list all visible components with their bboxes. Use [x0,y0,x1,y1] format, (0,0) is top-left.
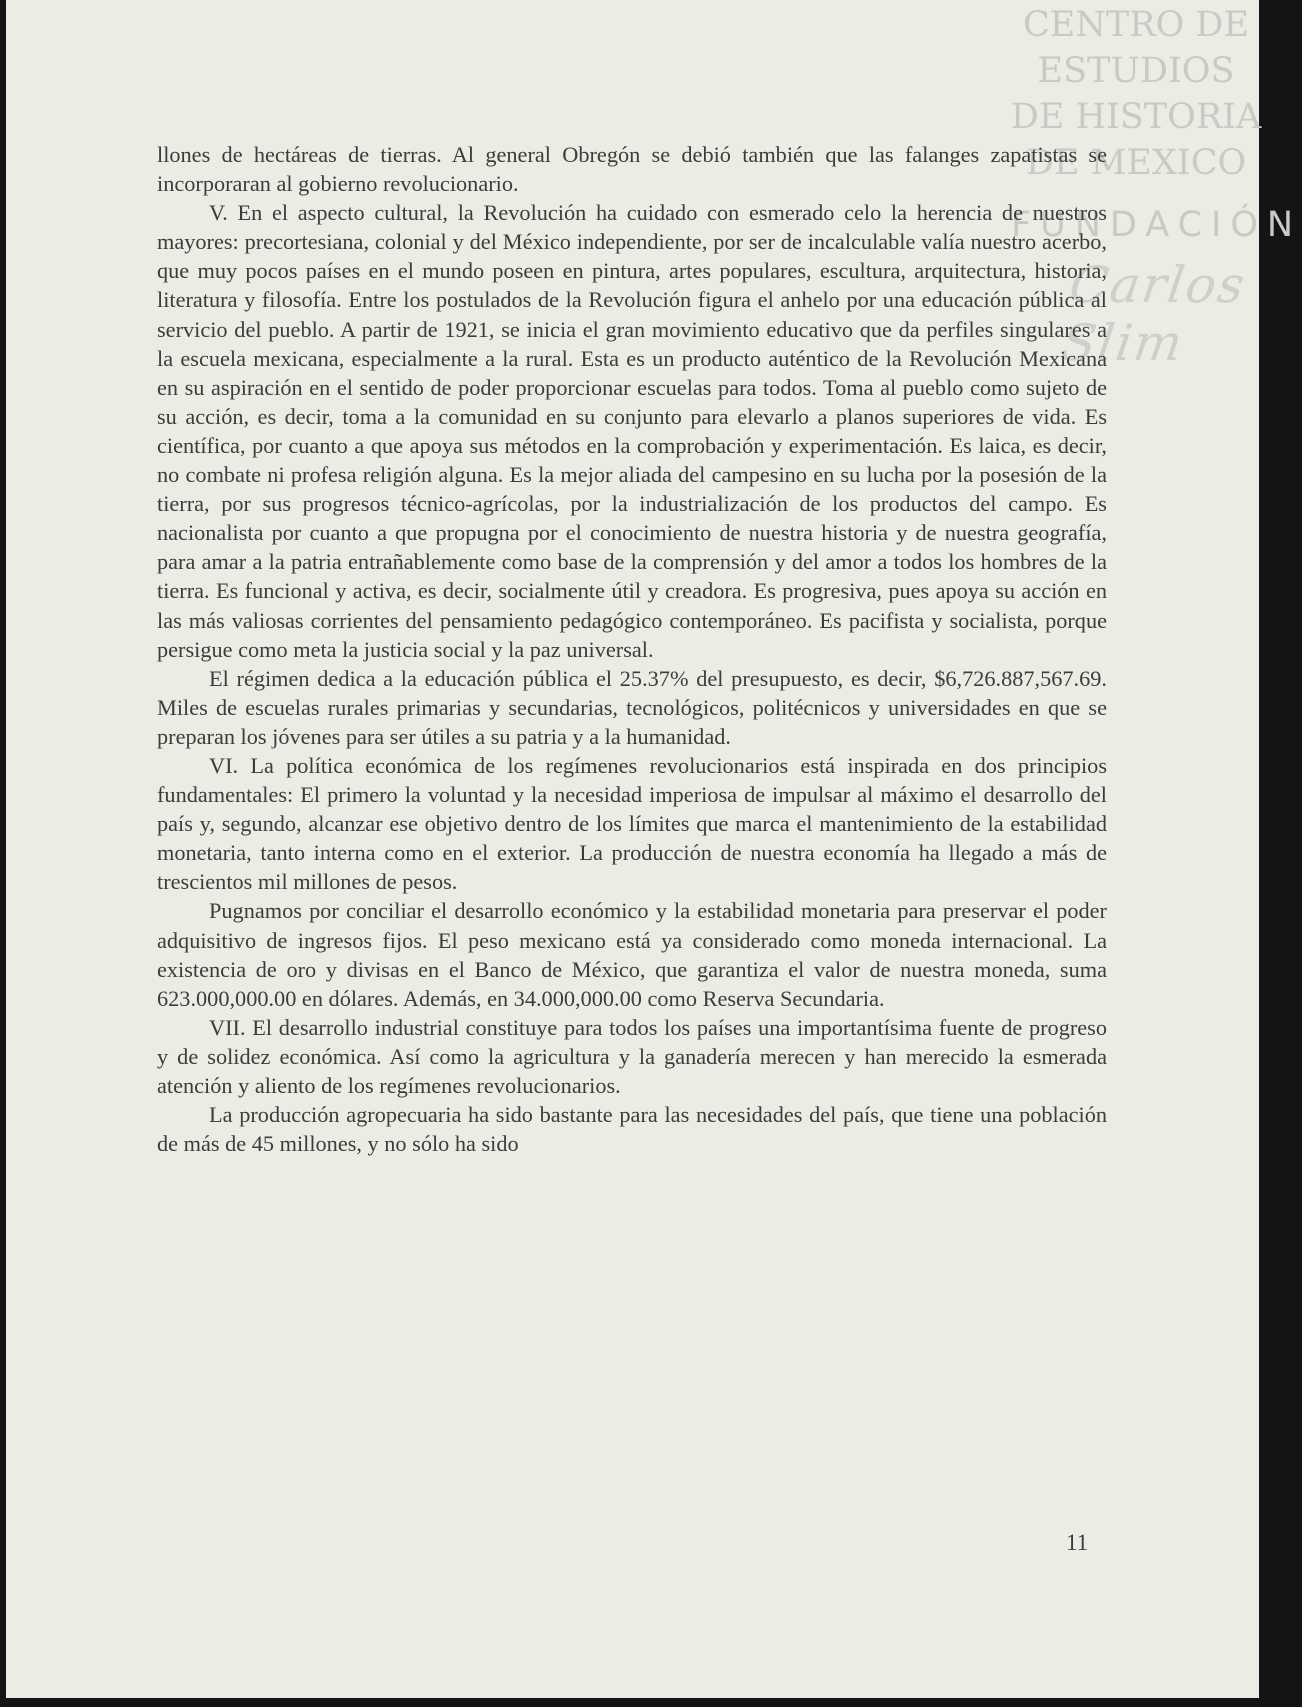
watermark-line: ESTUDIOS [1037,51,1235,91]
watermark-signature: Carlos Slim [1057,256,1250,372]
paragraph: La producción agropecuaria ha sido bastante para las necesidades del país, que tiene una población de más de 45 millones, y no sólo ha sido [157,1102,1107,1157]
paragraph: llones de hectáreas de tierras. Al general Obregón se debió también que las falanges zapatistas se incorporaran al gobierno revolucionario. [157,142,1107,197]
watermark-line: DE HISTORIA [1010,97,1262,137]
page-number: 11 [1066,1530,1089,1555]
watermark-line: DE MEXICO [1025,143,1247,183]
paragraph: V. En el aspecto cultural, la Revolución ha cuidado con esmerado celo la herencia de nuestros mayores: precortesiana, colonial y del México independiente, por ser de incalculable valía nuestro acerbo, que muy pocos países en el mundo poseen en pintura, artes populares, escultura, arquitectura, historia, literatura y filosofía. Entre los postulados de la Revolución figura el anhelo por una educación pública al servicio del pueblo. A partir de 1921, se inicia el gran movimiento educativo que da perfiles singulares a la escuela mexicana, especialmente a la rural. Esta es un producto auténtico de la Revolución Mexicana en su aspiración en el sentido de poder proporcionar escuelas para todos. Toma al pueblo como sujeto de su acción, es decir, toma a la comunidad en su conjunto para elevarlo a planos superiores de vida. Es científica, por cuanto a que apoya sus métodos en la comprobación y experimentación. Es laica, es decir, no combate ni profesa religión alguna. Es la mejor aliada del campesino en su lucha por la posesión de la tierra, por sus progresos técnico-agrícolas, por la industrialización de los productos del campo. Es nacionalista por cuanto a que propugna por el conocimiento de nuestra historia y de nuestra geografía, para amar a la patria entrañablemente como base de la comprensión y del amor a todos los hombres de la tierra. Es funcional y activa, es decir, socialmente útil y creadora. Es progresiva, pues apoya su acción en las más valiosas corrientes del pensamiento pedagógico contemporáneo. Es pacifista y socialista, porque persigue como meta la justicia social y la paz universal. [157,200,1107,662]
paragraph: VI. La política económica de los regímenes revolucionarios está inspirada en dos principios fundamentales: El primero la voluntad y la necesidad imperiosa de impulsar al máximo el desarrollo del país y, segundo, alcanzar ese objetivo dentro de los límites que marca el mantenimiento de la estabilidad monetaria, tanto interna como en el exterior. La producción de nuestra economía ha llegado a más de trescientos mil millones de pesos. [157,752,1107,895]
document-page [6,0,1302,1698]
watermark-foundation: FUNDACIÓN [1011,205,1302,245]
paragraph: VII. El desarrollo industrial constituye para todos los países una importantísima fuente de progreso y de solidez económica. Así como la agricultura y la ganadería merecen y han merecido la esmerada atención y aliento de los regímenes revolucionarios. [157,1014,1107,1098]
paragraph: El régimen dedica a la educación pública el 25.37% del presupuesto, es decir, $6,726.887,567.69. Miles de escuelas rurales primarias y secundarias, tecnológicos, politécnicos y universidades en que se preparan los jóvenes para ser útiles a su patria y a la humanidad. [157,665,1107,749]
body-text [157,140,1107,1158]
watermark-line: CENTRO DE [1022,5,1250,45]
paragraph: Pugnamos por conciliar el desarrollo económico y la estabilidad monetaria para preservar el poder adquisitivo de ingresos fijos. El peso mexicano está ya considerado como moneda internacional. La existencia de oro y divisas en el Banco de México, que garantiza el valor de nuestra moneda, suma 623.000,000.00 en dólares. Además, en 34.000,000.00 como Reserva Secundaria. [157,898,1107,1011]
